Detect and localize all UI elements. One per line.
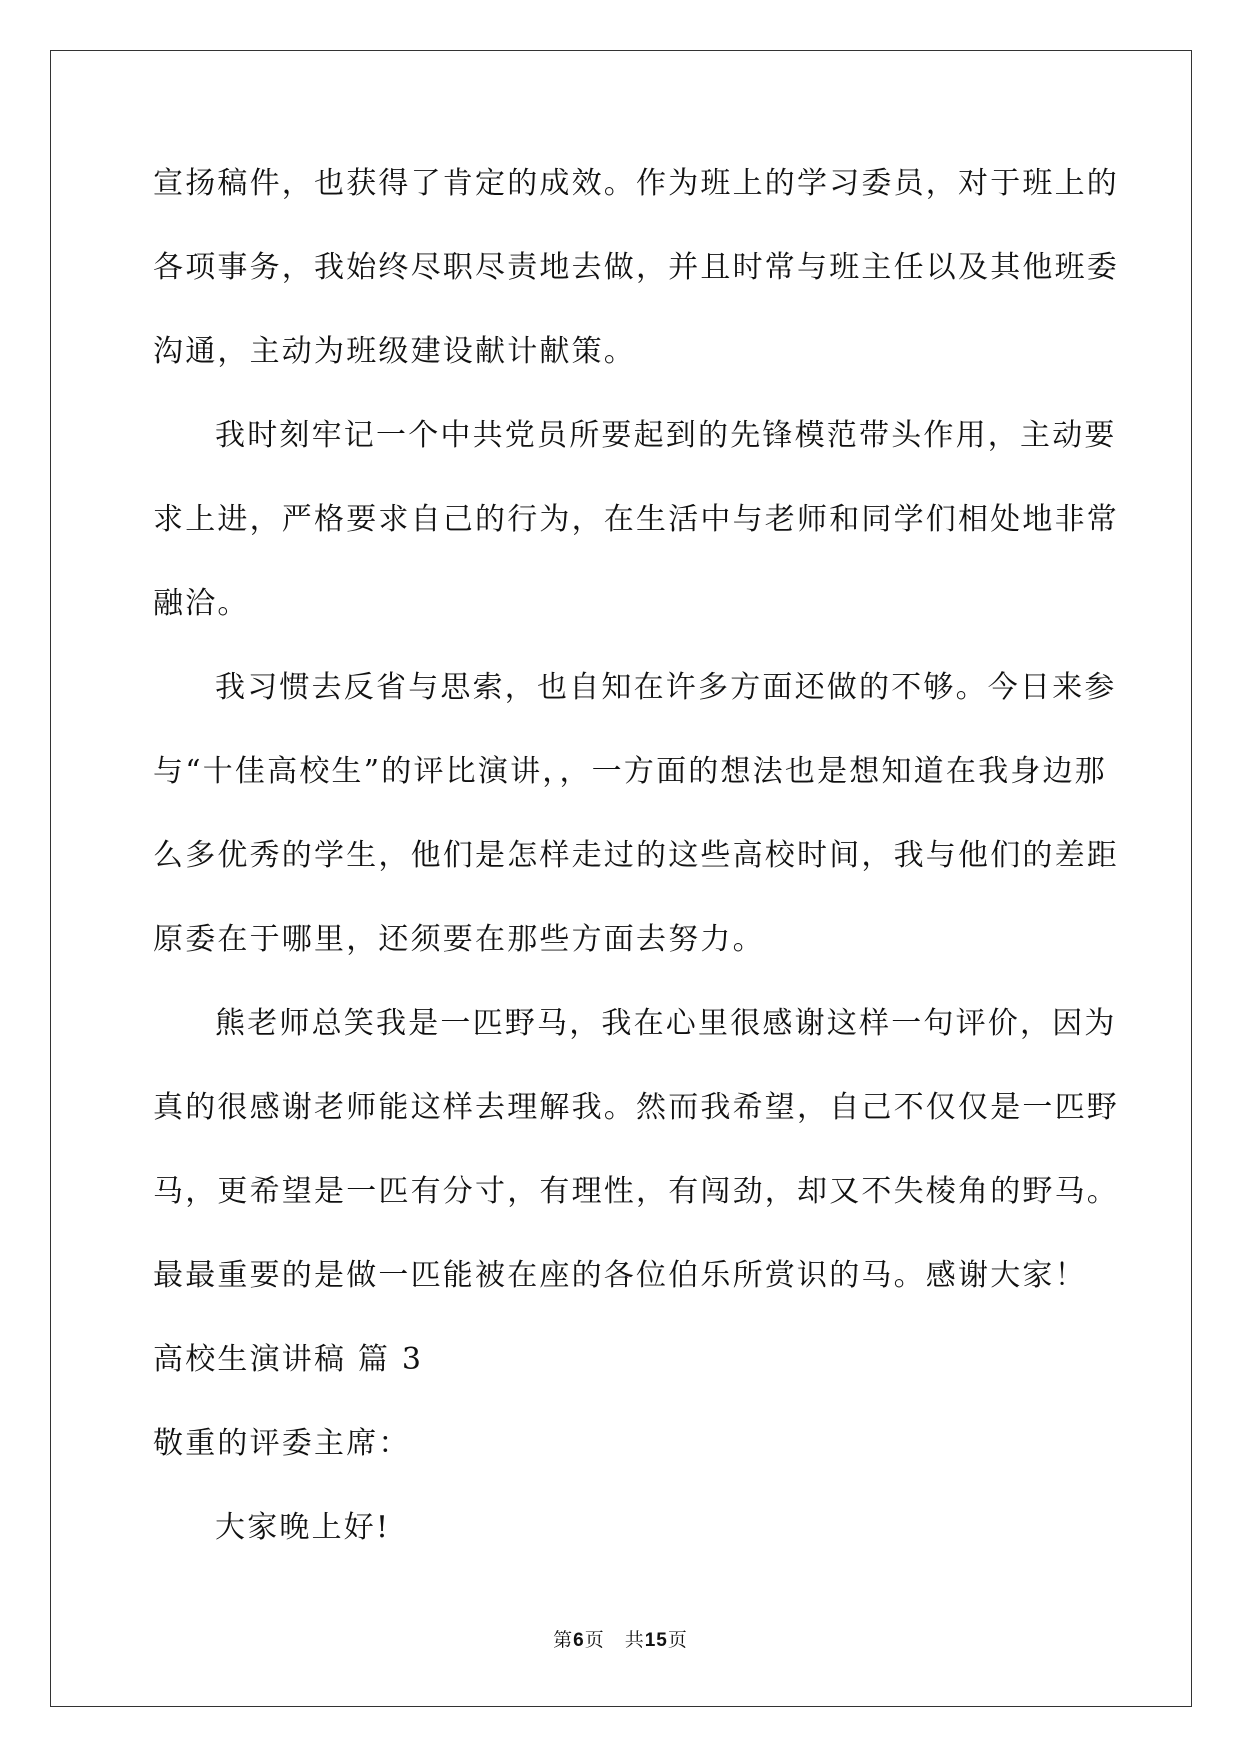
text-line: 各项事务，我始终尽职尽责地去做，并且时常与班主任以及其他班委 — [153, 250, 1119, 285]
footer-page-prefix: 第 — [553, 1629, 574, 1651]
footer-page-suffix: 页 — [584, 1629, 605, 1651]
total-page-number: 15 — [644, 1630, 668, 1651]
document-body — [153, 156, 1119, 1584]
text-line: 真的很感谢老师能这样去理解我。然而我希望，自己不仅仅是一匹野 — [153, 1090, 1119, 1125]
paragraph-start-line: 我时刻牢记一个中共党员所要起到的先锋模范带头作用，主动要 — [215, 418, 1117, 453]
text-line: 马，更希望是一匹有分寸，有理性，有闯劲，却又不失棱角的野马。 — [153, 1174, 1119, 1209]
salutation: 敬重的评委主席： — [153, 1426, 411, 1461]
text-line: 与“十佳高校生”的评比演讲，，一方面的想法也是想知道在我身边那 — [153, 754, 1107, 789]
section-heading: 高校生演讲稿 篇 3 — [153, 1342, 424, 1377]
current-page-number: 6 — [573, 1630, 585, 1651]
footer-total-suffix: 页 — [667, 1629, 688, 1651]
text-line: 宣扬稿件，也获得了肯定的成效。作为班上的学习委员，对于班上的 — [153, 166, 1119, 201]
footer-total-prefix: 共 — [624, 1629, 645, 1651]
text-line: 求上进，严格要求自己的行为，在生活中与老师和同学们相处地非常 — [153, 502, 1119, 537]
paragraph-start-line: 我习惯去反省与思索，也自知在许多方面还做的不够。今日来参 — [215, 670, 1117, 705]
text-line: 么多优秀的学生，他们是怎样走过的这些高校时间，我与他们的差距 — [153, 838, 1119, 873]
text-line: 原委在于哪里，还须要在那些方面去努力。 — [153, 922, 765, 957]
text-line: 沟通，主动为班级建设献计献策。 — [153, 334, 636, 369]
page-footer — [0, 1625, 1241, 1652]
paragraph-start-line: 熊老师总笑我是一匹野马，我在心里很感谢这样一句评价，因为 — [215, 1006, 1117, 1041]
text-line: 融洽。 — [153, 586, 250, 621]
text-line: 最最重要的是做一匹能被在座的各位伯乐所赏识的马。感谢大家！ — [153, 1258, 1087, 1293]
greeting-line: 大家晚上好! — [215, 1510, 391, 1545]
